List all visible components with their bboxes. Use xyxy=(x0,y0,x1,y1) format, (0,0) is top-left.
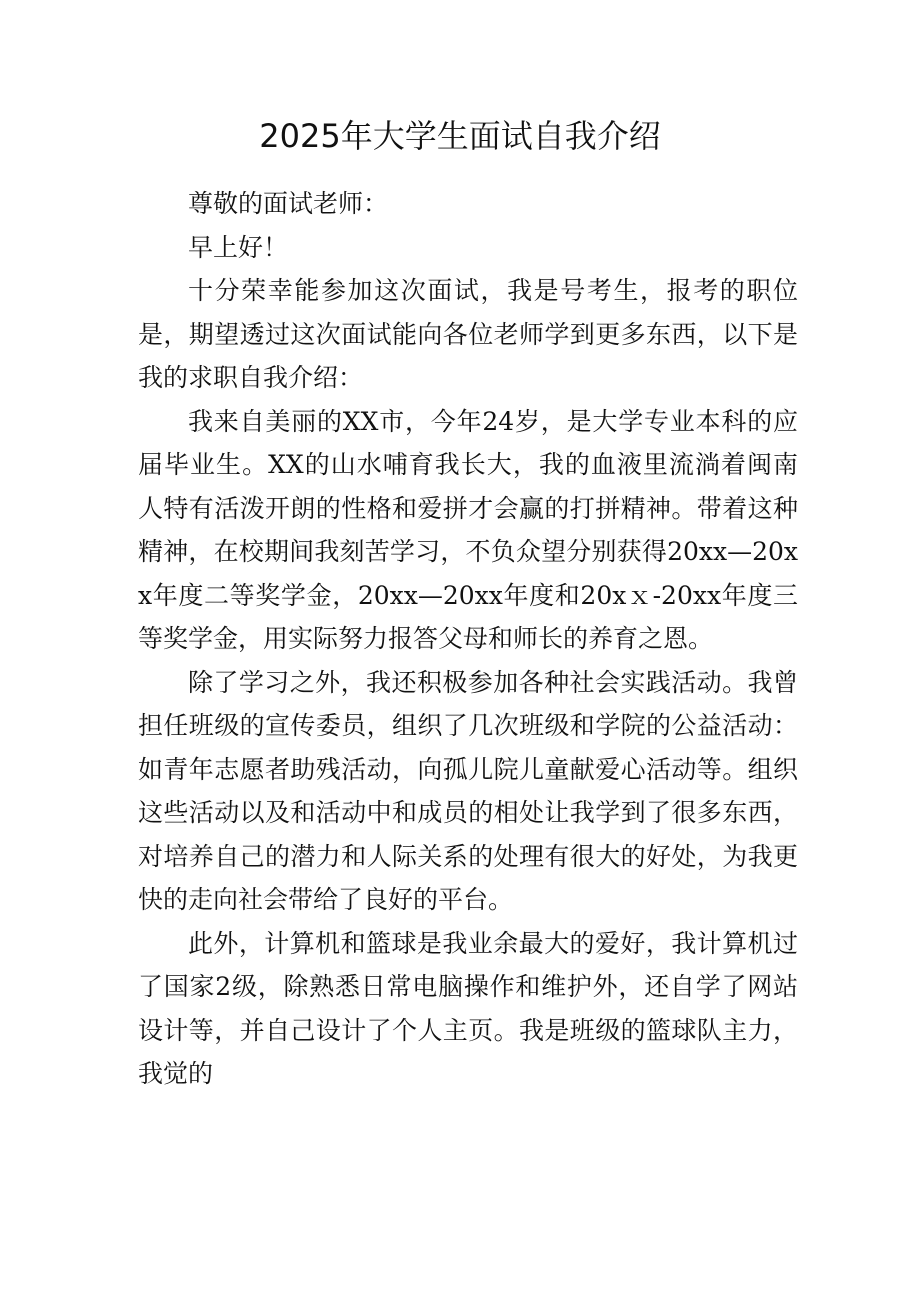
salutation: 尊敬的面试老师： xyxy=(188,189,389,218)
paragraph-activities: 除了学习之外，我还积极参加各种社会实践活动。我曾担任班级的宣传委员，组织了几次班级和学院的公益活动：如青年志愿者助残活动，向孤儿院儿童献爱心活动等。组织这些活动以及和活动中和成员的相处让我学到了很多东西，对培养自己的潜力和人际关系的处理有很大的好处，为我更快的走向社会带给了良好的平台。 xyxy=(138,667,798,914)
greeting: 早上好！ xyxy=(188,232,289,262)
paragraph-intro: 十分荣幸能参加这次面试，我是号考生，报考的职位是，期望透过这次面试能向各位老师学到更多东西，以下是我的求职自我介绍： xyxy=(138,276,798,392)
document-title: 2025年大学生面试自我介绍 xyxy=(259,117,661,155)
document-body xyxy=(138,182,798,1096)
paragraph-hobbies: 此外，计算机和篮球是我业余最大的爱好，我计算机过了国家2级，除熟悉日常电脑操作和维护外，还自学了网站设计等，并自己设计了个人主页。我是班级的篮球队主力，我觉的 xyxy=(138,928,798,1088)
paragraph-background: 我来自美丽的XX市，今年24岁，是大学专业本科的应届毕业生。XX的山水哺育我长大，我的血液里流淌着闽南人特有活泼开朗的性格和爱拼才会赢的打拼精神。带着这种精神，在校期间我刻苦学习，不负众望分别获得20xx—20xx年度二等奖学金，20xx—20xx年度和20xｘ-20xx年度三等奖学金，用实际努力报答父母和师长的养育之恩。 xyxy=(138,406,798,653)
